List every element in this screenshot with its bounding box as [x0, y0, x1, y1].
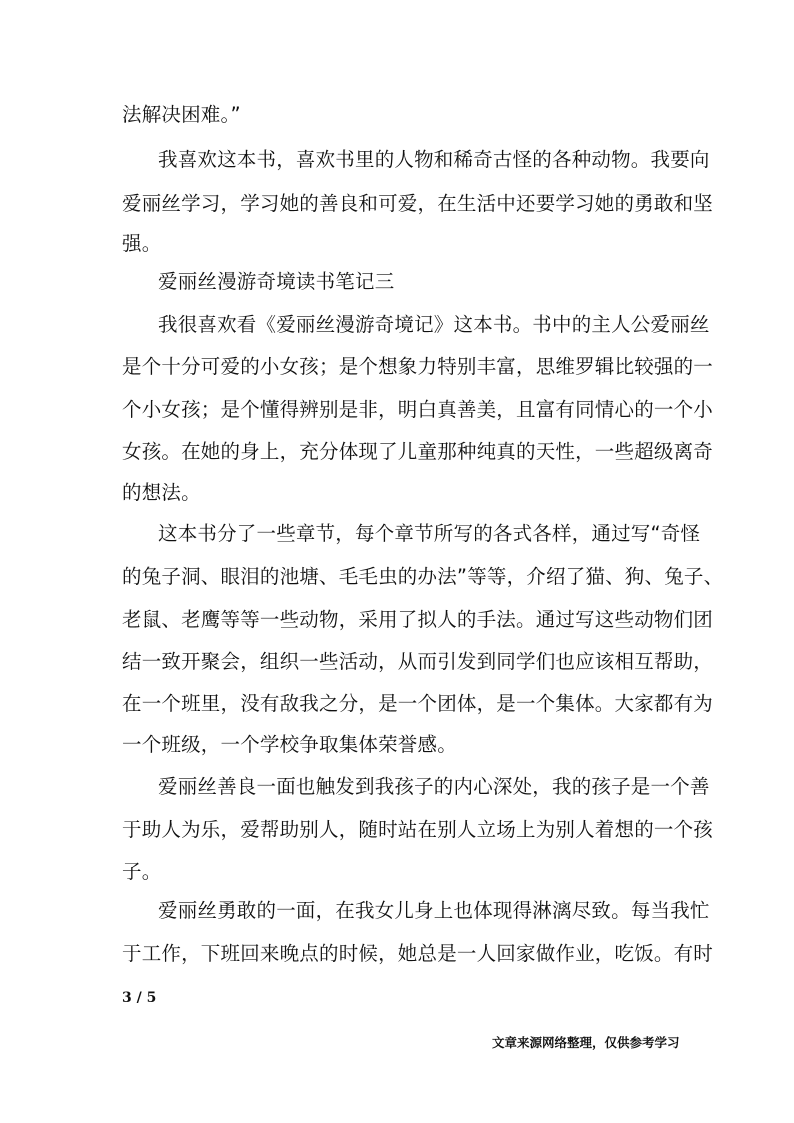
page-number: 3 / 5 [122, 990, 157, 1006]
paragraph-line: 的兔子洞、眼泪的池塘、毛毛虫的办法”等等，介绍了猫、狗、兔子、 [122, 565, 724, 588]
paragraph-line: 个小女孩；是个懂得辨别是非，明白真善美，且富有同情心的一个小 [122, 398, 714, 421]
paragraph-line: 爱丽丝勇敢的一面，在我女儿身上也体现得淋漓尽致。每当我忙 [158, 899, 710, 922]
paragraph-line: 一个班级，一个学校争取集体荣誉感。 [122, 733, 457, 756]
paragraph-line: 在一个班里，没有敌我之分，是一个团体，是一个集体。大家都有为 [122, 692, 714, 715]
paragraph-line: 结一致开聚会，组织一些活动，从而引发到同学们也应该相互帮助， [122, 650, 714, 673]
paragraph-line: 于工作，下班回来晚点的时候，她总是一人回家做作业，吃饭。有时 [122, 942, 714, 965]
paragraph-line: 的想法。 [122, 481, 201, 504]
footer-note: 文章来源网络整理，仅供参考学习 [492, 1035, 680, 1050]
paragraph-line: 于助人为乐，爱帮助别人，随时站在别人立场上为别人着想的一个孩 [122, 818, 714, 841]
paragraph-line: 强。 [122, 232, 162, 255]
paragraph-line: 是个十分可爱的小女孩；是个想象力特别丰富，思维罗辑比较强的一 [122, 355, 714, 378]
paragraph-line: 老鼠、老鹰等等一些动物，采用了拟人的手法。通过写这些动物们团 [122, 608, 714, 631]
paragraph-line: 我很喜欢看《爱丽丝漫游奇境记》这本书。书中的主人公爱丽丝 [158, 313, 710, 336]
paragraph-line: 女孩。在她的身上，充分体现了儿童那种纯真的天性，一些超级离奇 [122, 440, 714, 463]
paragraph-line: 我喜欢这本书，喜欢书里的人物和稀奇古怪的各种动物。我要向 [158, 148, 710, 171]
paragraph-line: 这本书分了一些章节，每个章节所写的各式各样，通过写“奇怪 [158, 522, 701, 545]
paragraph-line: 子。 [122, 860, 162, 883]
paragraph-line: 爱丽丝学习，学习她的善良和可爱，在生活中还要学习她的勇敢和坚 [122, 192, 714, 215]
paragraph-line: 法解决困难。” [122, 103, 241, 126]
section-heading: 爱丽丝漫游奇境读书笔记三 [158, 270, 395, 293]
paragraph-line: 爱丽丝善良一面也触发到我孩子的内心深处，我的孩子是一个善 [158, 775, 710, 798]
